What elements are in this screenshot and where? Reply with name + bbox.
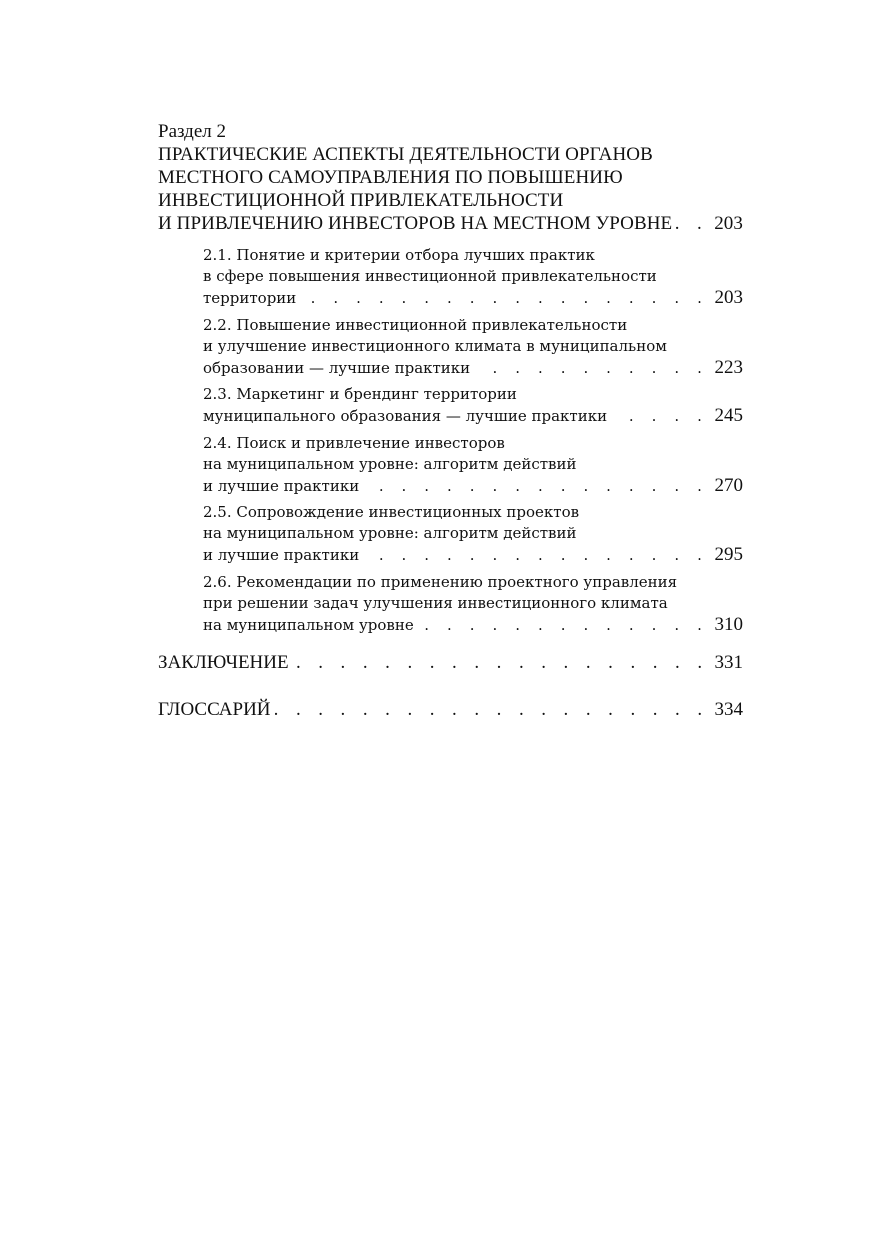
dot-leader bbox=[300, 288, 708, 309]
dot-leader bbox=[474, 358, 708, 379]
section-title-line: ИНВЕСТИЦИОННОЙ ПРИВЛЕКАТЕЛЬНОСТИ bbox=[158, 190, 564, 211]
entry-line: при решении задач улучшения инвестиционного климата bbox=[203, 593, 668, 612]
entry-last-line bbox=[203, 544, 743, 566]
entry-line: 2.4. Поиск и привлечение инвесторов bbox=[203, 433, 505, 452]
toc-entry-2-1[interactable] bbox=[203, 245, 743, 309]
entry-line: на муниципальном уровне: алгоритм действий bbox=[203, 524, 577, 542]
entry-line: 2.5. Сопровождение инвестиционных проектов bbox=[203, 503, 580, 521]
dot-leader bbox=[418, 615, 709, 636]
entry-line: на муниципальном уровне bbox=[203, 615, 414, 634]
dot-leader bbox=[611, 406, 708, 427]
toc-entry-glossary[interactable] bbox=[158, 698, 743, 721]
entry-last-line bbox=[203, 287, 743, 309]
section-title-line: И ПРИВЛЕЧЕНИЮ ИНВЕСТОРОВ НА МЕСТНОМ УРОВНЕ bbox=[158, 213, 673, 234]
table-of-contents bbox=[158, 120, 743, 721]
toc-entry-2-4[interactable] bbox=[203, 433, 743, 497]
dot-leader bbox=[275, 698, 709, 721]
toc-entry-2-2[interactable] bbox=[203, 315, 743, 379]
entry-last-line bbox=[203, 357, 743, 379]
entry-line: и лучшие практики bbox=[203, 546, 360, 564]
subsection-list bbox=[158, 245, 743, 636]
entry-line: на муниципальном уровне: алгоритм действий bbox=[203, 454, 577, 473]
toc-entry-2-3[interactable] bbox=[203, 384, 743, 427]
toc-entry-2-6[interactable] bbox=[203, 572, 743, 636]
dot-leader bbox=[363, 545, 708, 566]
entry-last-line bbox=[203, 475, 743, 497]
page-number: 310 bbox=[714, 613, 743, 635]
entry-line: образовании — лучшие практики bbox=[203, 358, 471, 377]
toc-entry-conclusion[interactable] bbox=[158, 651, 743, 674]
entry-line: территории bbox=[203, 289, 297, 307]
entry-line: 2.2. Повышение инвестиционной привлекательности bbox=[203, 315, 628, 334]
section-title-line: ПРАКТИЧЕСКИЕ АСПЕКТЫ ДЕЯТЕЛЬНОСТИ ОРГАНОВ bbox=[158, 144, 653, 165]
page-number: 270 bbox=[714, 474, 743, 496]
entry-last-line bbox=[203, 614, 743, 636]
page-number: 334 bbox=[714, 698, 743, 720]
page-number: 245 bbox=[714, 405, 743, 426]
page-number: 203 bbox=[714, 287, 743, 308]
section-title bbox=[158, 143, 743, 235]
entry-line: и лучшие практики bbox=[203, 476, 360, 495]
entry-line: в сфере повышения инвестиционной привлекательности bbox=[203, 267, 657, 285]
page-number: 331 bbox=[714, 651, 743, 673]
section-label: Раздел 2 bbox=[158, 121, 226, 142]
toc-entry-2-5[interactable] bbox=[203, 502, 743, 566]
entry-line: 2.1. Понятие и критерии отбора лучших практик bbox=[203, 246, 595, 264]
dot-leader bbox=[676, 212, 708, 235]
section-title-last-line bbox=[158, 212, 743, 235]
entry-line: 2.3. Маркетинг и брендинг территории bbox=[203, 385, 517, 403]
page-number: 295 bbox=[714, 544, 743, 565]
section-title-line: МЕСТНОГО САМОУПРАВЛЕНИЯ ПО ПОВЫШЕНИЮ bbox=[158, 167, 623, 188]
page-number: 223 bbox=[714, 356, 743, 378]
dot-leader bbox=[363, 476, 708, 497]
entry-line: 2.6. Рекомендации по применению проектного управления bbox=[203, 572, 678, 591]
glossary-title: ГЛОССАРИЙ bbox=[158, 698, 271, 720]
section-page-number: 203 bbox=[714, 213, 743, 234]
entry-line: муниципального образования — лучшие практики bbox=[203, 407, 608, 425]
entry-line: и улучшение инвестиционного климата в муниципальном bbox=[203, 336, 667, 355]
dot-leader bbox=[293, 651, 709, 674]
conclusion-title: ЗАКЛЮЧЕНИЕ bbox=[158, 651, 289, 673]
entry-last-line bbox=[203, 405, 743, 427]
